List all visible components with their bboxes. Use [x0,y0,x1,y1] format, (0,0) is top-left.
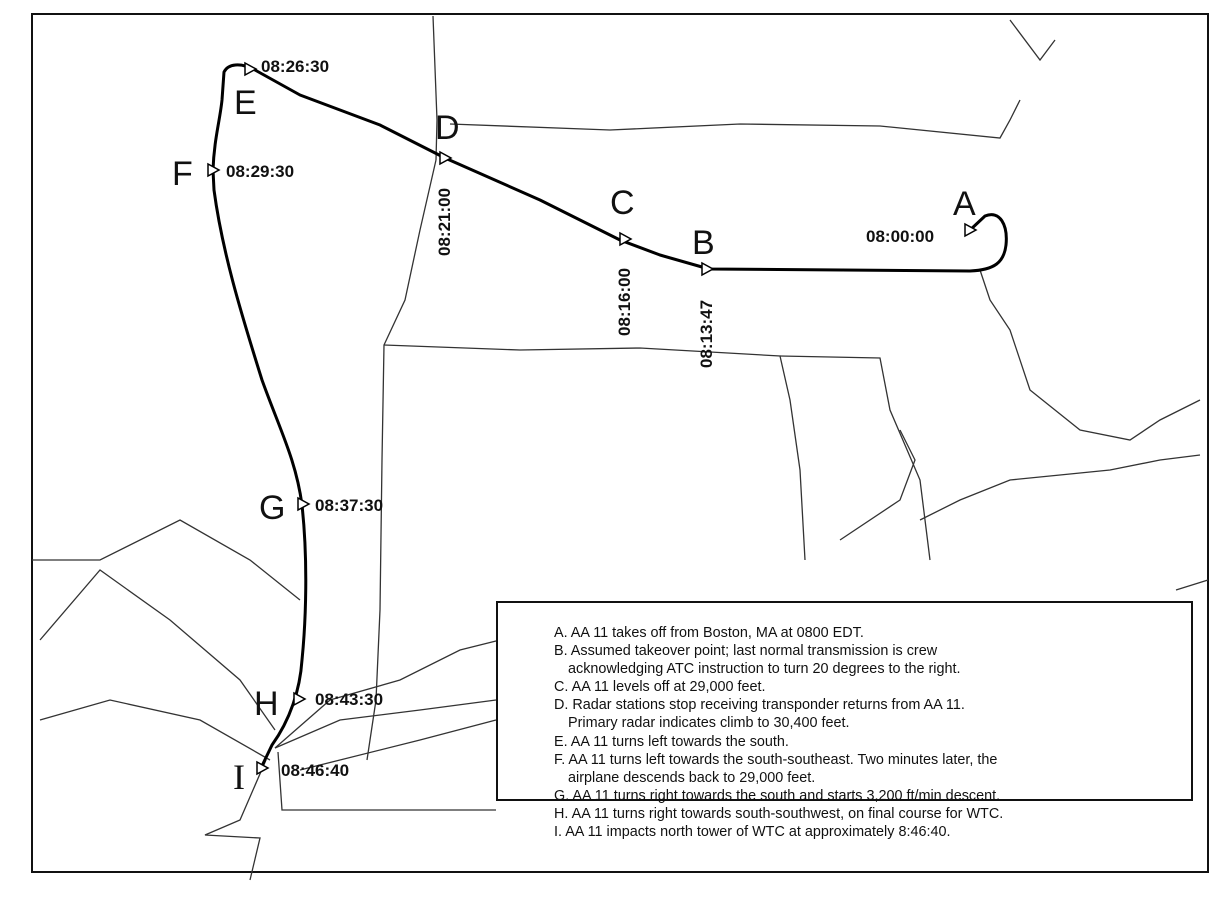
coastline [980,270,1200,440]
waypoint-d-time: 08:21:00 [435,187,454,256]
legend-entry-b [554,642,1171,678]
coastline [1176,580,1208,590]
legend-entry-d [554,696,1171,732]
legend-entry-text: D. Radar stations stop receiving transponder returns from AA 11. [554,697,965,714]
coastline [840,430,915,540]
coastline [275,700,496,748]
coastline [275,640,500,748]
legend-entry-text: F. AA 11 turns left towards the south-southeast. Two minutes later, the [554,751,998,768]
boundary-line [40,700,270,760]
legend-entry-c [554,678,1171,696]
waypoint-h-time: 08:43:30 [315,690,384,709]
boundary-line [384,345,805,560]
legend-entry-text: E. AA 11 turns left towards the south. [554,733,789,750]
legend-entry-text: H. AA 11 turns right towards south-southwest, on final course for WTC. [554,805,1004,822]
legend-entry-h [554,805,1171,823]
boundary-line [1010,20,1055,60]
legend-entry-e [554,733,1171,751]
waypoint-a-label: A [953,185,976,223]
legend-entry-f [554,751,1171,787]
waypoint-f-label: F [172,155,193,193]
legend-entry-text: G. AA 11 turns right towards the south and starts 3,200 ft/min descent. [554,787,1001,804]
legend-entry-text: I. AA 11 impacts north tower of WTC at approximately 8:46:40. [554,824,951,841]
waypoint-g-label: G [259,489,286,527]
boundary-line [40,570,275,730]
waypoint-i-label: I [233,757,245,797]
legend-box [496,601,1193,841]
waypoint-b-label: B [692,224,715,262]
waypoint-b-time: 08:13:47 [697,299,716,368]
waypoint-d-marker [440,152,451,164]
waypoint-f-time: 08:29:30 [226,162,295,181]
legend-entry-a [554,624,1171,642]
boundary-line [450,100,1020,138]
boundary-line [32,520,300,600]
waypoint-h-marker [294,693,305,705]
legend-entry-g [554,787,1171,805]
legend-entry-continuation: Primary radar indicates climb to 30,400 feet. [568,715,850,732]
waypoint-a-time: 08:00:00 [866,227,935,246]
coastline [920,455,1200,520]
waypoint-i-time: 08:46:40 [281,761,350,780]
waypoint-h-label: H [254,685,279,723]
waypoint-g-time: 08:37:30 [315,496,384,515]
waypoint-d-label: D [435,109,460,147]
waypoint-b-marker [702,263,713,275]
legend-entry-continuation: acknowledging ATC instruction to turn 20 degrees to the right. [568,661,961,678]
legend-entry-text: B. Assumed takeover point; last normal transmission is crew [554,643,938,660]
waypoint-c-label: C [610,184,635,222]
waypoint-c-time: 08:16:00 [615,267,634,336]
legend-entry-text: C. AA 11 levels off at 29,000 feet. [554,679,766,696]
waypoint-e-label: E [234,84,257,122]
boundary-line [367,160,436,760]
waypoint-e-time: 08:26:30 [261,57,330,76]
legend-entry-text: A. AA 11 takes off from Boston, MA at 0800 EDT. [554,625,864,641]
legend-entry-continuation: airplane descends back to 29,000 feet. [568,769,816,786]
waypoint-e-marker [245,63,256,75]
legend-entry-i [554,823,1171,841]
